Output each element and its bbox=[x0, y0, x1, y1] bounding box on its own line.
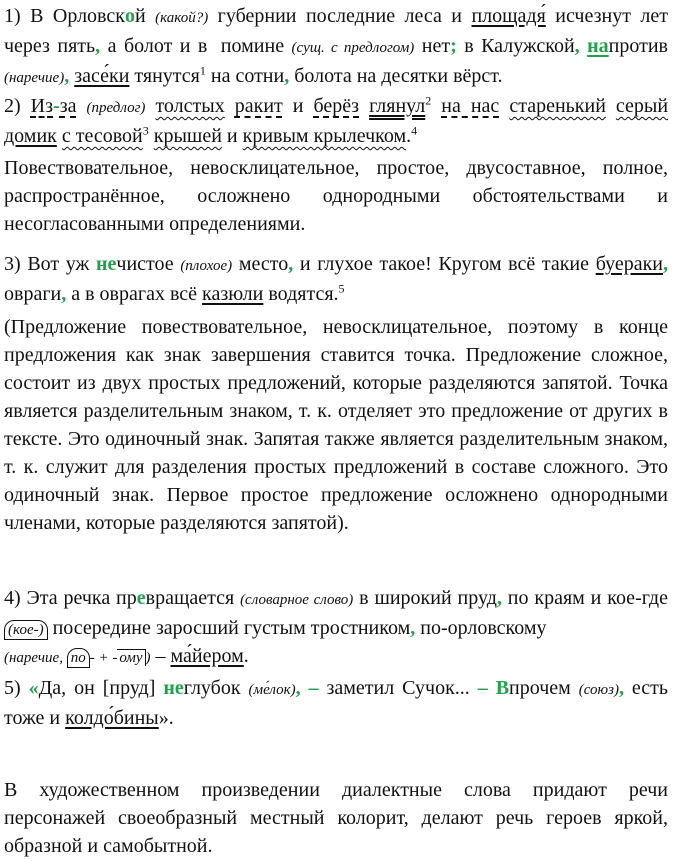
s4-text: 4) Эта речка пр bbox=[4, 587, 137, 609]
s2-text: и bbox=[221, 125, 243, 147]
footnote-number: 1 bbox=[199, 63, 206, 78]
s5-text: прочем bbox=[509, 677, 579, 699]
s5-text: есть тоже и bbox=[4, 677, 669, 729]
attribute-word: серый bbox=[615, 95, 669, 117]
footnote-number: 3 bbox=[142, 123, 149, 138]
adverbial-word: ракит bbox=[234, 95, 283, 117]
s4-text: . bbox=[243, 645, 249, 667]
highlight-semicolon: ; bbox=[450, 35, 457, 57]
sentence-5 bbox=[4, 674, 668, 732]
question-note: - + - bbox=[89, 650, 118, 666]
s3-text: и глухое такое! Кругом всё такие bbox=[293, 253, 596, 275]
s1-text: болота на десятки вёрст. bbox=[289, 65, 503, 87]
question-note: (ме́лок) bbox=[248, 682, 296, 698]
highlight-letter: е bbox=[136, 587, 146, 609]
highlight-comma: , bbox=[284, 65, 290, 87]
highlight-dash: – bbox=[477, 677, 488, 699]
highlight-comma: , bbox=[64, 65, 70, 87]
question-note: (наречие, bbox=[4, 650, 67, 666]
adverbial-word: берёз bbox=[313, 95, 360, 117]
attribute-word: кривым крылечком bbox=[242, 125, 407, 147]
question-note: (словарное слово) bbox=[240, 592, 354, 608]
s3-text: чистое bbox=[116, 253, 181, 275]
s1-text: на сотни bbox=[205, 65, 285, 87]
highlight-prefix: не bbox=[163, 677, 184, 699]
s5-text: заметил Сучок... bbox=[318, 677, 478, 699]
prefix-box: по bbox=[67, 648, 90, 668]
underlined-word: колдо́бины bbox=[65, 707, 159, 729]
footnote-number: 5 bbox=[338, 281, 345, 296]
suffix-mark: ому bbox=[117, 649, 145, 666]
s2-text: 2) bbox=[4, 95, 31, 117]
highlight-comma: , bbox=[61, 283, 67, 305]
highlight-comma: , bbox=[663, 253, 669, 275]
question-note: (союз) bbox=[578, 682, 619, 698]
question-note: (предлог) bbox=[86, 100, 146, 116]
sentence-4 bbox=[4, 584, 668, 672]
s1-text: нет bbox=[414, 35, 451, 57]
preposition-part: Из bbox=[30, 95, 54, 117]
highlight-quote: « bbox=[28, 677, 39, 699]
s5-text: ». bbox=[158, 707, 174, 729]
footnote-number: 4 bbox=[411, 123, 418, 138]
attribute-word: толстых bbox=[155, 95, 225, 117]
s1-text: против bbox=[608, 35, 668, 57]
sentence-1 bbox=[4, 2, 668, 92]
highlight-hyphen: - bbox=[53, 95, 60, 117]
question-note: ) bbox=[145, 650, 151, 666]
s3-text: а в оврагах всё bbox=[66, 283, 203, 305]
underlined-word: площадя́ bbox=[471, 5, 546, 27]
s3-text: 3) Вот уж bbox=[4, 253, 96, 275]
s4-text: в широкий пруд bbox=[353, 587, 497, 609]
underlined-word: буераки bbox=[595, 253, 664, 275]
sentence-2-analysis: Повествовательное, невосклицательное, простое, двусоставное, полное, распространённое, осложнено однородными обстоятельствами и несогласованными определениями. bbox=[4, 157, 668, 235]
s4-text: по краям и кое-где bbox=[501, 587, 668, 609]
sentence-2 bbox=[4, 92, 668, 150]
sentence-3 bbox=[4, 250, 668, 308]
footnote-number: 2 bbox=[425, 93, 432, 108]
attribute-word: старенький bbox=[509, 95, 606, 117]
s4-text: по-орловскому bbox=[415, 617, 547, 639]
preposition-part: за bbox=[59, 95, 77, 117]
question-note: (плохое) bbox=[180, 258, 233, 274]
prefix-box: (кое-) bbox=[4, 620, 48, 640]
s4-text: вращается bbox=[145, 587, 241, 609]
highlight-comma: , bbox=[410, 617, 416, 639]
s3-text: овраги bbox=[4, 283, 62, 305]
s5-text: глубок bbox=[183, 677, 249, 699]
s1-text: исчезнут лет через пять bbox=[4, 5, 668, 57]
s3-text: водятся. bbox=[263, 283, 339, 305]
highlight-comma: , bbox=[496, 587, 502, 609]
s1-text: губернии последние леса и bbox=[208, 5, 472, 27]
s4-text: – bbox=[150, 645, 171, 667]
highlight-comma: , bbox=[574, 35, 580, 57]
highlight-prefix: не bbox=[96, 253, 117, 275]
predicate-word: глянул bbox=[369, 95, 426, 117]
underlined-word: ма́йером bbox=[170, 645, 244, 667]
highlight-comma: , bbox=[618, 677, 624, 699]
s1-text: в Калужской bbox=[456, 35, 575, 57]
s4-text: посередине заросший густым тростником bbox=[47, 617, 411, 639]
adverbial-word: на нас bbox=[441, 95, 500, 117]
attribute-word: крышей bbox=[153, 125, 222, 147]
question-note: (сущ. с предлогом) bbox=[291, 40, 415, 56]
s1-text: тянутся bbox=[129, 65, 200, 87]
highlight-comma: , – bbox=[295, 677, 319, 699]
s1-text: помине bbox=[213, 35, 292, 57]
highlight-prefix: на bbox=[587, 35, 609, 57]
highlight-letter: В bbox=[495, 677, 510, 699]
s2-text: . bbox=[406, 125, 412, 147]
sentence-3-analysis: (Предложение повествовательное, невосклицательное, поэтому в конце предложения как знак завершения ставится точка. Предложение сложное, состоит из двух простых предложений, которые разделяются запятой. Точка является разделительным знаком, т. к. отделяет это предложение от других в тексте. Это одиночный знак. Запятая также является разделительным знаком, т. к. служит для разделения простых предложений в составе сложного. Это одиночный знак. Первое простое предложение осложнено однородными членами, которые разделяются запятой). bbox=[4, 316, 668, 534]
s1-text: 1) В Орловск bbox=[4, 5, 125, 27]
question-note: (какой?) bbox=[155, 10, 209, 26]
underlined-word: казюли bbox=[202, 283, 264, 305]
highlight-letter: о bbox=[124, 5, 135, 27]
subject-word: домик bbox=[4, 125, 57, 147]
conclusion-paragraph: В художественном произведении диалектные слова придают речи персонажей своеобразный местный колорит, делают речь героев яркой, образной и самобытной. bbox=[4, 779, 668, 857]
underlined-word: засе́ки bbox=[74, 65, 130, 87]
s2-text: и bbox=[282, 95, 314, 117]
highlight-comma: , bbox=[95, 35, 101, 57]
s3-text: место bbox=[232, 253, 289, 275]
attribute-word: с тесовой bbox=[61, 125, 143, 147]
highlight-comma: , bbox=[288, 253, 294, 275]
s1-text: а болот и в bbox=[100, 35, 208, 57]
s1-text: й bbox=[134, 5, 146, 27]
question-note: (наречие) bbox=[4, 70, 65, 86]
s5-text: 5) bbox=[4, 677, 29, 699]
s5-text: Да, он [пруд] bbox=[38, 677, 164, 699]
